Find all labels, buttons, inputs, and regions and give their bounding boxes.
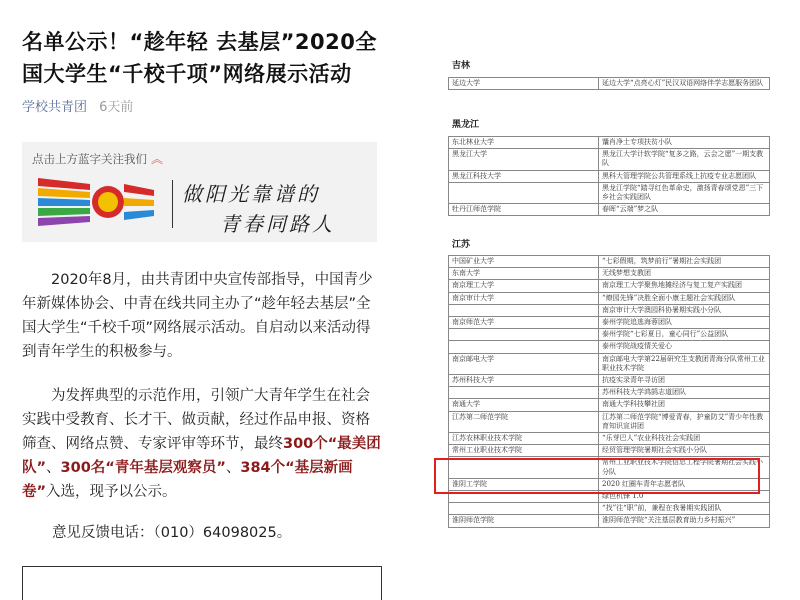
school-cell: 中国矿业大学 (449, 256, 599, 268)
youth-league-logo-icon (30, 170, 160, 234)
table-row (449, 329, 770, 341)
school-cell: 东北林业大学 (449, 137, 599, 149)
emphasis-best-teams: 300个“最美团队” (22, 436, 381, 476)
team-cell: 南京理工大学聚焦地摊经济与复工复产实践团 (599, 280, 770, 292)
school-cell (449, 503, 599, 515)
table-row (449, 411, 770, 432)
province-heading-jilin: 吉林 (452, 61, 471, 71)
school-cell (449, 329, 599, 341)
table-row (449, 515, 770, 527)
school-cell: 牡丹江师范学院 (449, 204, 599, 216)
school-cell: 南京理工大学 (449, 280, 599, 292)
team-cell: 2020 红圈车青年志愿者队 (599, 478, 770, 490)
team-cell: 南京邮电大学第22届研究生支教团青海分队常州工业职业技术学院 (599, 353, 770, 374)
school-cell: 东南大学 (449, 268, 599, 280)
banner-slogan-line1: 做阳光靠谱的 (182, 182, 320, 206)
team-cell: 黑龙江大学计软学院“复多之路，云会之愿”一期支教队 (599, 149, 770, 170)
team-cell: 黑科大管理学院公共管理系线上抗疫专业志愿团队 (599, 170, 770, 182)
school-cell (449, 341, 599, 353)
team-cell: 泰州学院“七彩夏日，童心同行”公益团队 (599, 329, 770, 341)
school-cell: 南京邮电大学 (449, 353, 599, 374)
separator-1: 、 (46, 460, 61, 476)
school-cell: 南通大学 (449, 399, 599, 411)
next-content-frame (22, 566, 382, 600)
school-cell: 淮阴工学院 (449, 478, 599, 490)
school-cell: 南京师范大学 (449, 317, 599, 329)
article-title: 名单公示！“趁年轻 去基层”2020全国大学生“千校千项”网络展示活动 (22, 30, 377, 86)
table-row (449, 137, 770, 149)
emphasis-observers: 300名“青年基层观察员” (60, 460, 226, 476)
school-cell: 苏州科技大学 (449, 375, 599, 387)
table-heilongjiang (448, 136, 770, 216)
table-jilin (448, 77, 770, 90)
paragraph-2-intro: 为发挥典型的示范作用，引领广大青年学生在社会实践中受教育、长才干、做贡献，经过作品申报、资格筛查、网络点赞、专家评审等环节，最终 (22, 388, 370, 452)
separator-2: 、 (225, 460, 241, 476)
table-row (449, 445, 770, 457)
team-cell: 经贸管理学院暑期社会实践小分队 (599, 445, 770, 457)
team-cell: 苏州科技大学鸿鹄志道团队 (599, 387, 770, 399)
table-row (449, 304, 770, 316)
school-cell: 江苏农林职业技术学院 (449, 433, 599, 445)
province-heading-jiangsu: 江苏 (452, 240, 471, 250)
school-cell: 延边大学 (449, 78, 599, 90)
table-row (449, 433, 770, 445)
province-heading-heilongjiang: 黑龙江 (452, 120, 480, 130)
follow-hint (32, 150, 163, 167)
table-row (449, 387, 770, 399)
school-cell (449, 182, 599, 203)
banner-divider (172, 180, 173, 228)
school-cell (449, 304, 599, 316)
publish-time: 6天前 (99, 100, 134, 115)
team-cell: “七彩假期，筑梦前行”暑期社会实践团 (599, 256, 770, 268)
table-row (449, 375, 770, 387)
table-row (449, 317, 770, 329)
school-cell: 黑龙江大学 (449, 149, 599, 170)
team-cell: 南京审计大学澳园科协暑期实践小分队 (599, 304, 770, 316)
article-paragraph-2 (22, 384, 382, 504)
team-cell: 抗疫实录青年寻访团 (599, 375, 770, 387)
team-cell: 绿色机锋 1.0 (599, 491, 770, 503)
school-cell: 淮阴师范学院 (449, 515, 599, 527)
team-cell: 延边大学“点亮心灯”民汉双语网络伴学志愿服务团队 (599, 78, 770, 90)
article-paragraph-1: 2020年8月，由共青团中央宣传部指导，中国青少年新媒体协会、中青在线共同主办了“趁年轻去基层”全国大学生“千校千项”网络展示活动。自启动以来活动得到青年学生的积极参与。 (22, 272, 373, 360)
document-image (422, 0, 800, 600)
table-row (449, 292, 770, 304)
table-row (449, 341, 770, 353)
team-cell: “乐芽巴人”农业科技社会实践团 (599, 433, 770, 445)
highlight-box (434, 458, 760, 494)
table-row (449, 399, 770, 411)
team-cell: 南通大学科技攀社团 (599, 399, 770, 411)
table-row (449, 503, 770, 515)
team-cell: 馕肖净土专项扶贫小队 (599, 137, 770, 149)
team-cell: “找”往“职”前，兼程在我暑期实践团队 (599, 503, 770, 515)
banner-slogan-line2: 青春同路人 (220, 212, 335, 236)
team-cell: 江苏第二师范学院“博爱青春，护童防艾”青少年性教育知识宣讲团 (599, 411, 770, 432)
follow-banner[interactable] (22, 142, 377, 242)
table-row (449, 78, 770, 90)
table-row (449, 182, 770, 203)
paragraph-2-outro: 入选，现予以公示。 (46, 484, 177, 500)
emphasis-new-scrolls: 384个“基层新画卷” (22, 460, 353, 500)
table-row (449, 280, 770, 292)
follow-hint-text: 点击上方蓝字关注我们 (32, 152, 147, 166)
school-cell (449, 387, 599, 399)
school-cell: 常州工业职业技术学院 (449, 445, 599, 457)
team-cell: 常州工业职业技术学院信息工程学院暑期社会实践小分队 (599, 457, 770, 478)
feedback-phone: 意见反馈电话：（010）64098025。 (52, 525, 292, 541)
chevron-up-icon: ︽ (151, 152, 164, 166)
team-cell: “燎园先锋”决胜全面小康主题社会实践团队 (599, 292, 770, 304)
team-cell: 黑龙江学院“踏寻红色革命史，激扬青春颂党恩”三下乡社会实践团队 (599, 182, 770, 203)
school-cell: 江苏第二师范学院 (449, 411, 599, 432)
school-cell: 南京审计大学 (449, 292, 599, 304)
account-name-link[interactable]: 学校共青团 (22, 100, 88, 115)
table-row (449, 353, 770, 374)
team-cell: 无线梦想支教团 (599, 268, 770, 280)
team-cell: 淮阴师范学院“关注基层教育助力乡村振兴” (599, 515, 770, 527)
table-row (449, 149, 770, 170)
article-meta (22, 96, 133, 115)
team-cell: 春晖“云端”梦之队 (599, 204, 770, 216)
school-cell: 黑龙江科技大学 (449, 170, 599, 182)
table-row (449, 204, 770, 216)
table-row (449, 170, 770, 182)
team-cell: 泰州学院追逃海蓉团队 (599, 317, 770, 329)
table-row (449, 256, 770, 268)
team-cell: 泰州学院战疫情关爱心 (599, 341, 770, 353)
table-row (449, 268, 770, 280)
